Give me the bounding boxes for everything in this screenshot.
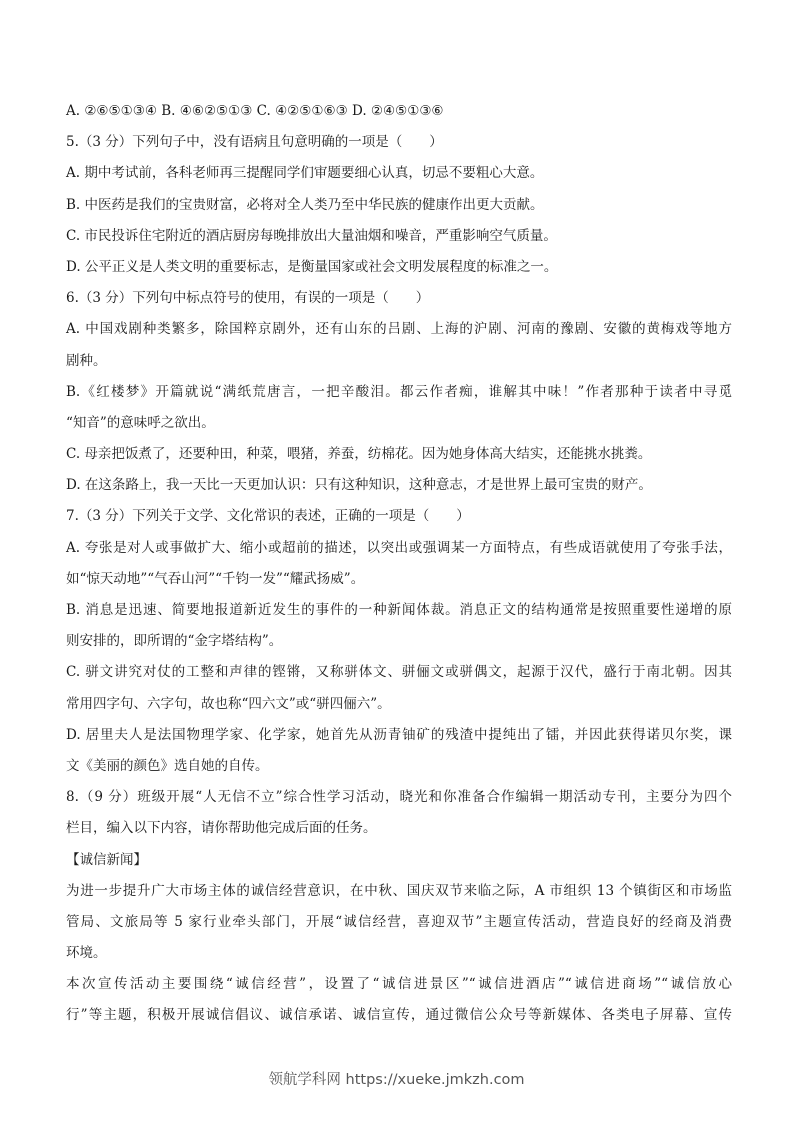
text-line-q4-options: A. ②⑥⑤①③④ B. ④⑥②⑤①③ C. ④②⑤①⑥③ D. ②④⑤①③⑥ bbox=[66, 103, 444, 119]
text-line-q7-stem: 7.（3 分）下列关于文学、文化常识的表述，正确的一项是（ ） bbox=[66, 508, 470, 525]
text-line-news-p1-2: 管局、文旅局等 5 家行业牵头部门，开展“诚信经营，喜迎双节”主题宣传活动，营造良好的经商及消费 bbox=[66, 913, 732, 930]
text-line-news-p2-2: 行”等主题，积极开展诚信倡议、诚信承诺、诚信宣传，通过微信公众号等新媒体、各类电子屏幕、宣传 bbox=[66, 1007, 732, 1024]
text-line-q6-b-1: B.《红楼梦》开篇就说“满纸荒唐言，一把辛酸泪。都云作者痴，谁解其中味！”作者那种于读者中寻觅 bbox=[66, 383, 732, 400]
footer-watermark: 领航学科网 https://xueke.jmkzh.com bbox=[268, 1072, 525, 1088]
text-line-section-heading: 【诚信新闻】 bbox=[66, 851, 147, 868]
text-line-q5-c: C. 市民投诉住宅附近的酒店厨房每晚排放出大量油烟和噪音，严重影响空气质量。 bbox=[66, 227, 557, 244]
text-line-q6-stem: 6.（3 分）下列句中标点符号的使用，有误的一项是（ ） bbox=[66, 290, 430, 307]
text-line-q7-d-2: 文《美丽的颜色》选自她的自传。 bbox=[66, 757, 269, 774]
text-line-q8-stem-1: 8.（9 分）班级开展“人无信不立”综合性学习活动，晓光和你准备合作编辑一期活动专刊，主要分为四个 bbox=[66, 789, 732, 806]
text-line-q5-b: B. 中医药是我们的宝贵财富，必将对全人类乃至中华民族的健康作出更大贡献。 bbox=[66, 196, 544, 213]
document-page bbox=[66, 96, 732, 1032]
text-line-news-p1-3: 环境。 bbox=[66, 945, 107, 962]
text-line-q6-a-2: 剧种。 bbox=[66, 352, 107, 369]
text-line-q7-b-1: B. 消息是迅速、简要地报道新近发生的事件的一种新闻体裁。消息正文的结构通常是按照重要性递增的原 bbox=[66, 602, 732, 618]
text-line-q7-d-1: D. 居里夫人是法国物理学家、化学家，她首先从沥青铀矿的残渣中提纯出了镭，并因此获得诺贝尔奖，课 bbox=[66, 726, 732, 743]
text-line-q6-d: D. 在这条路上，我一天比一天更加认识：只有这种知识，这种意志，才是世界上最可宝贵的财产。 bbox=[66, 477, 652, 494]
text-line-q6-c: C. 母亲把饭煮了，还要种田，种菜，喂猪，养蚕，纺棉花。因为她身体高大结实，还能挑水挑粪。 bbox=[66, 446, 652, 463]
text-line-q6-b-2: “知音”的意味呼之欲出。 bbox=[66, 414, 215, 431]
text-line-q7-c-2: 常用四字句、六字句，故也称“四六文”或“骈四俪六”。 bbox=[66, 695, 391, 712]
text-line-q7-a-2: 如“惊天动地”“气吞山河”“千钧一发”“耀武扬威”。 bbox=[66, 570, 365, 587]
text-line-q6-a-1: A. 中国戏剧种类繁多，除国粹京剧外，还有山东的吕剧、上海的沪剧、河南的豫剧、安徽的黄梅戏等地方 bbox=[66, 321, 732, 338]
text-line-q5-a: A. 期中考试前，各科老师再三提醒同学们审题要细心认真，切忌不要粗心大意。 bbox=[66, 165, 544, 182]
text-line-q7-c-1: C. 骈文讲究对仗的工整和声律的铿锵，又称骈体文、骈俪文或骈偶文，起源于汉代，盛行于南北朝。因其 bbox=[66, 664, 732, 681]
text-line-q8-stem-2: 栏目，编入以下内容，请你帮助他完成后面的任务。 bbox=[66, 820, 377, 837]
text-line-news-p1-1: 为进一步提升广大市场主体的诚信经营意识，在中秋、国庆双节来临之际，A 市组织 13 个镇街区和市场监 bbox=[66, 882, 732, 899]
text-line-q7-a-1: A. 夸张是对人或事做扩大、缩小或超前的描述，以突出或强调某一方面特点，有些成语就使用了夸张手法， bbox=[66, 539, 732, 556]
text-line-q5-d: D. 公平正义是人类文明的重要标志，是衡量国家或社会文明发展程度的标准之一。 bbox=[66, 258, 558, 275]
text-line-q7-b-2: 则安排的，即所谓的“金字塔结构”。 bbox=[66, 633, 283, 650]
text-line-news-p2-1: 本次宣传活动主要围绕“诚信经营”，设置了“诚信进景区”“诚信进酒店”“诚信进商场”“诚信放心 bbox=[66, 976, 732, 993]
text-line-q5-stem: 5.（3 分）下列句子中，没有语病且句意明确的一项是（ ） bbox=[66, 134, 443, 151]
